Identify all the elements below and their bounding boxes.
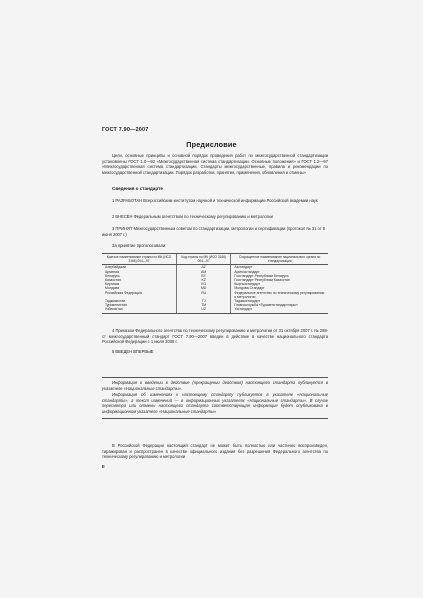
item-introduced: 2 ВНЕСЕН Федеральным агентством по техническому регулированию и метрологии	[112, 214, 273, 219]
code-cell: KG	[177, 282, 231, 286]
authority-cell: Таджикстандарт	[231, 299, 328, 303]
column-header-authority: Сокращенное наименование национального органа по стандартизации	[231, 254, 328, 265]
column-header-code: Код страны по МК (ИСО 3166) 004—97	[177, 254, 231, 265]
code-cell: AM	[177, 270, 231, 274]
country-cell: Российская Федерация	[105, 290, 142, 295]
copyright-notice: В Российской Федерации настоящий стандарт не может быть полностью или частично воспроизведен, тиражирован и распространен в качестве официального издания без разрешения Федерального агентства по техническому регулированию и метрологии	[102, 443, 328, 459]
authority-cell: Госстандарт Республики Беларусь	[231, 274, 328, 278]
item-first-introduced: 5 ВВЕДЕН ВПЕРВЫЕ	[112, 349, 154, 354]
code-cell: MD	[177, 286, 231, 290]
table-header-row	[102, 254, 328, 265]
item-enacted: 4 Приказом Федерального агентства по техническому регулированию и метрологии от 31 октября 2007 г. № 288-ст межгосударственный стандарт ГОСТ 7.90—2007 введен в действие в качестве национального стандарта Российской Федерации с 1 июля 2008 г.	[102, 328, 328, 344]
notice-divider-top	[102, 377, 328, 378]
code-cell: TM	[177, 303, 231, 307]
authority-cell: Азстандарт	[231, 265, 328, 270]
code-cell: AZ	[177, 265, 231, 270]
country-cell: Узбекистан	[102, 307, 177, 313]
code-cell: BY	[177, 274, 231, 278]
authority-cell: Армгосстандарт	[231, 270, 328, 274]
code-cell: KZ	[177, 278, 231, 282]
country-cell: Беларусь	[105, 273, 120, 278]
country-cell: Таджикистан	[105, 299, 126, 304]
authority-cell: Главгосслужба «Туркменстандартлары»	[231, 303, 328, 307]
authority-cell: Узстандарт	[231, 307, 328, 313]
voting-table	[102, 253, 328, 314]
country-cell: Казахстан	[105, 278, 121, 283]
authority-cell: Молдова-Стандарт	[231, 286, 328, 290]
code-cell: TJ	[177, 299, 231, 303]
page-title: Предисловие	[186, 140, 237, 149]
table-row	[102, 291, 328, 299]
country-cell: Туркменистан	[105, 303, 127, 308]
document-id: ГОСТ 7.90—2007	[102, 127, 149, 133]
notice-changes: Информация об изменениях к настоящему стандарту публикуется в указателе «Национальные стандарты», а текст изменений — в информационных указателях «Национальные стандарты». В случае пересмотра или отмены настоящего стандарта соответствующая информация будет опубликована в информационном указателе «Национальные стандарты»	[102, 392, 328, 414]
country-cell: Молдова	[105, 286, 120, 291]
authority-cell: Федеральное агентство по техническому регулированию и метрологии	[231, 291, 328, 299]
notice-publication: Информация о введении в действие (прекращении действия) настоящего стандарта публикуется в указателе «Национальные стандарты».	[102, 380, 328, 391]
authority-cell: Кыргызстандарт	[231, 282, 328, 286]
item-developed: 1 РАЗРАБОТАН Всероссийским институтом научной и технической информации Российской академии наук	[112, 198, 318, 203]
page-number: II	[102, 464, 105, 469]
code-cell: RU	[177, 291, 231, 299]
section-heading: Сведения о стандарте	[112, 186, 163, 191]
column-header-country: Краткое наименование страны по МК (ИСО 3166) 004—97	[102, 254, 177, 265]
item-adopted: 3 ПРИНЯТ Межгосударственным советом по стандартизации, метрологии и сертификации (протокол № 31 от 8 июня 2007 г.)	[102, 226, 325, 237]
table-row	[102, 307, 328, 313]
country-cell: Азербайджан	[105, 265, 127, 270]
voted-label: За принятие проголосовали:	[112, 243, 167, 248]
country-cell: Армения	[105, 269, 119, 274]
notice-divider-bottom	[102, 418, 328, 419]
country-cell: Киргизия	[105, 282, 120, 287]
intro-paragraph: Цели, основные принципы и основной порядок проведения работ по межгосударственной стандартизации установлены ГОСТ 1.0—92 «Межгосударственная система стандартизации. Основные положения» и ГОСТ 1.2—97 «Межгосударственная система стандартизации. Стандарты межгосударственные, правила и рекомендации по межгосударственной стандартизации. Порядок разработки, принятия, применения, обновления и отмены»	[102, 153, 328, 175]
authority-cell: Госстандарт Республики Казахстан	[231, 278, 328, 282]
code-cell: UZ	[177, 307, 231, 313]
